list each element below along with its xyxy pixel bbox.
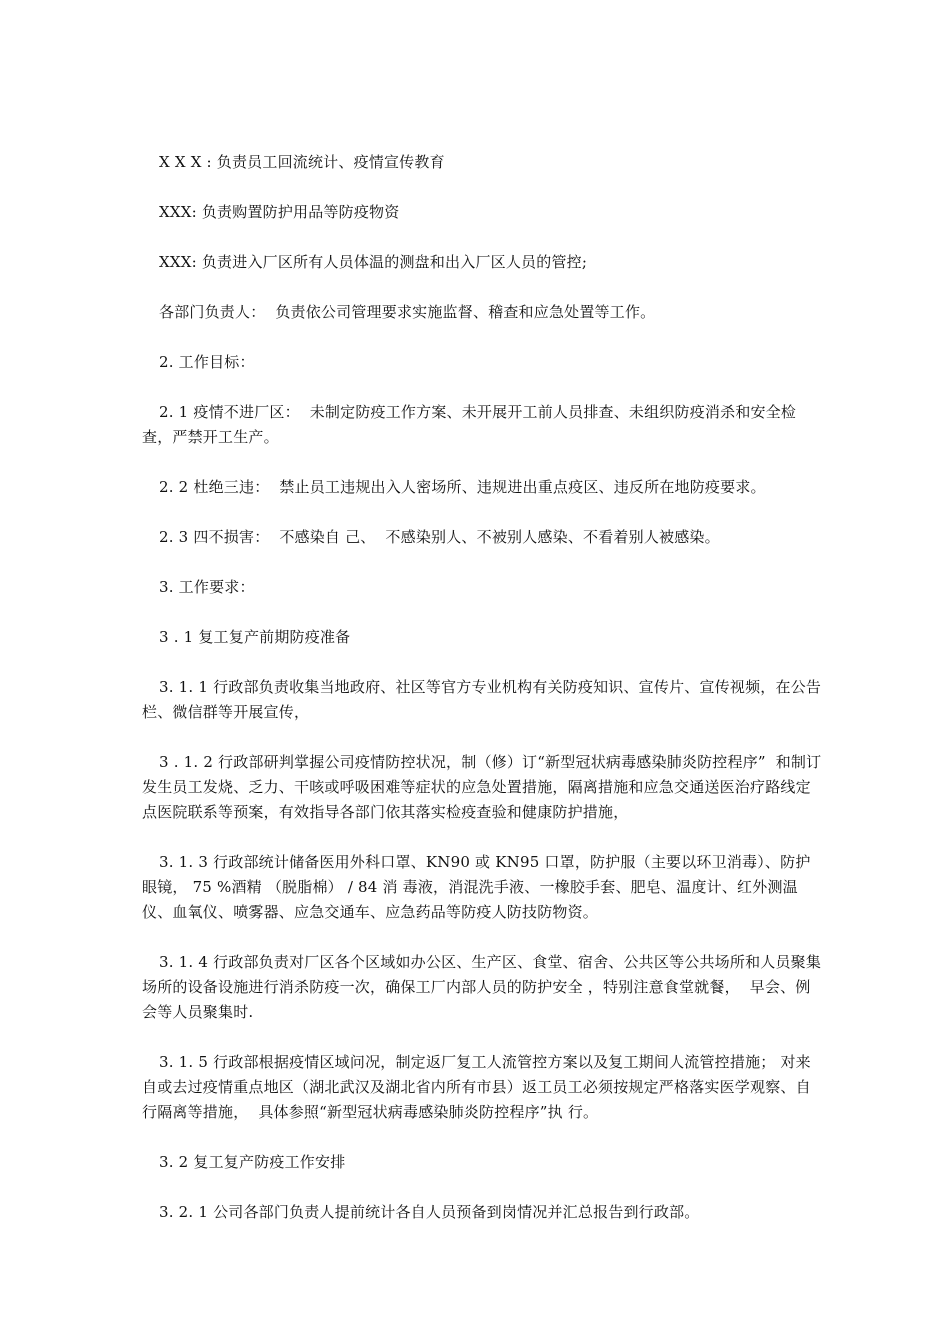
section-heading: 2. 工作目标： [159,353,255,371]
subsection-heading: 3 . 1 复工复产前期防疫准备 [159,628,351,646]
paragraph: 3. 1. 3 行政部统计储备医用外科口罩、KN90 或 KN95 口罩，防护服（主要以环卫消毒）、防护眼镜， 75 %酒精 （脱脂棉） / 84 消 毒液，消混洗手液、一橡胶手套、肥皂、温度计、红外测温仪、血氧仪、喷雾器、应急交通车、应急药品等防疫人防技防物资。 [142,853,811,921]
paragraph: XXX: 负责购置防护用品等防疫物资 [159,203,400,221]
paragraph: 2. 2 杜绝三违： 禁止员工违规出入人密场所、违规进出重点疫区、违反所在地防疫要求。 [159,478,766,496]
paragraph: 3. 1. 1 行政部负责收集当地政府、社区等官方专业机构有关防疫知识、宣传片、宣传视频，在公告栏、微信群等开展宣传， [142,678,822,721]
paragraph: 3 . 1. 2 行政部研判掌握公司疫情防控状况，制（修）订“新型冠状病毒感染肺炎防控程序” 和制订发生员工发烧、乏力、干咳或呼吸困难等症状的应急处置措施，隔离措施和应急交通送医治疗路线定点医院联系等预案，有效指导各部门依其落实检疫查验和健康防护措施， [142,753,822,821]
paragraph: 2. 1 疫情不进厂区： 未制定防疫工作方案、未开展开工前人员排查、未组织防疫消杀和安全检查，严禁开工生产。 [142,403,797,446]
paragraph: 3. 2. 1 公司各部门负责人提前统计各自人员预备到岗情况并汇总报告到行政部。 [159,1203,700,1221]
paragraph: 各部门负责人： 负责依公司管理要求实施监督、稽查和应急处置等工作。 [159,303,656,321]
paragraph: X X X : 负责员工回流统计、疫情宣传教育 [159,153,445,171]
paragraph: 3. 1. 4 行政部负责对厂区各个区域如办公区、生产区、食堂、宿舍、公共区等公共场所和人员聚集场所的设备设施进行消杀防疫一次，确保工厂内部人员的防护安全 ，特别注意食堂就餐， 早会、例会等人员聚集时. [142,953,822,1021]
paragraph: XXX: 负责进入厂区所有人员体温的测盘和出入厂区人员的管控; [159,253,588,271]
paragraph: 3. 1. 5 行政部根据疫情区域问况，制定返厂复工人流管控方案以及复工期间人流管控措施； 对来自或去过疫情重点地区（湖北武汉及湖北省内所有市县）返工员工必须按规定严格落实医学观察、自行隔离等措施， 具体参照“新型冠状病毒感染肺炎防控程序”执 行。 [142,1053,811,1121]
paragraph: 2. 3 四不损害： 不感染自 己、 不感染别人、不被别人感染、不看着别人被感染。 [159,528,720,546]
section-heading: 3. 工作要求： [159,578,255,596]
subsection-heading: 3. 2 复工复产防疫工作安排 [159,1153,346,1171]
